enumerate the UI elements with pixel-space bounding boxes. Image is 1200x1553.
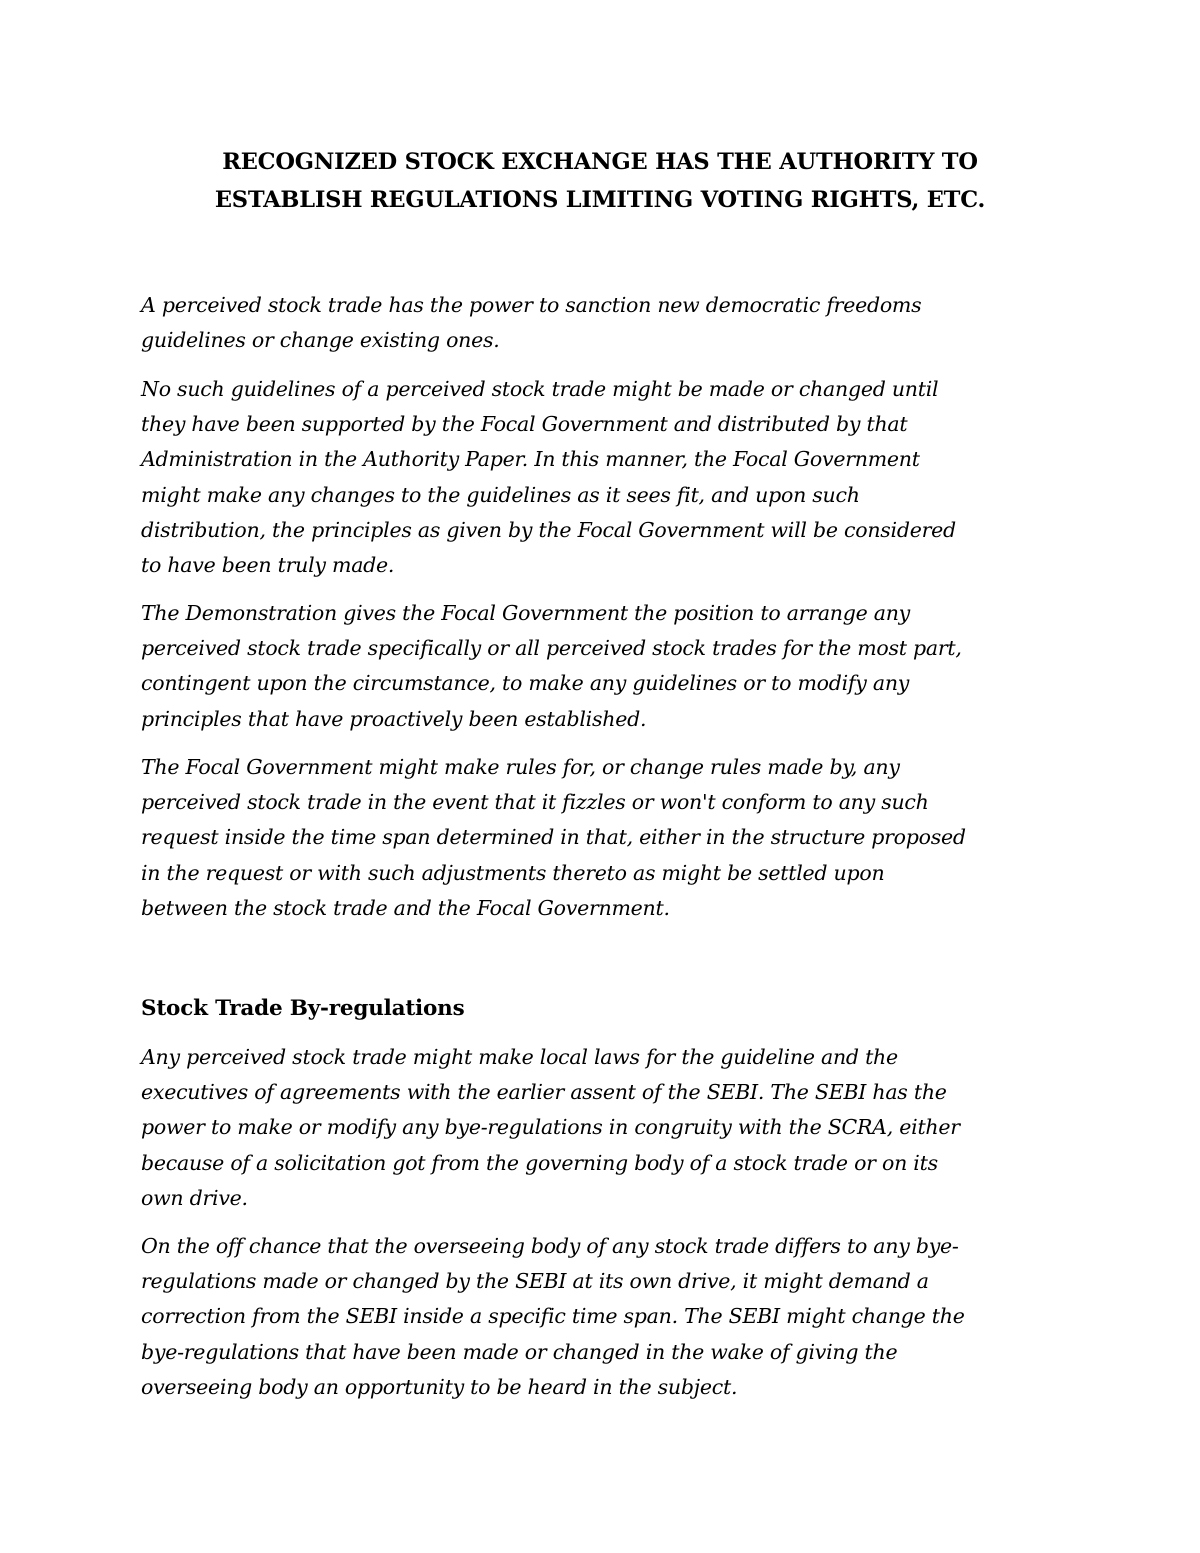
text-line: perceived stock trade in the event that it fizzles or won't conform to any such	[141, 790, 929, 815]
title-line: RECOGNIZED STOCK EXCHANGE HAS THE AUTHORITY TO	[222, 149, 978, 175]
text-line: to have been truly made.	[141, 553, 395, 578]
text-line: perceived stock trade specifically or all perceived stock trades for the most part,	[141, 636, 962, 661]
text-line: A perceived stock trade has the power to sanction new democratic freedoms	[141, 293, 922, 317]
text-line: distribution, the principles as given by the Focal Government will be considered	[141, 517, 956, 542]
text-line: guidelines or change existing ones.	[141, 328, 500, 353]
paragraph-intro-3	[141, 596, 1081, 737]
text-line: contingent upon the circumstance, to make any guidelines or to modify any	[141, 671, 910, 696]
text-line: Administration in the Authority Paper. In this manner, the Focal Government	[141, 447, 920, 472]
text-line: own drive.	[141, 1185, 248, 1210]
text-line: might make any changes to the guidelines as it sees fit, and upon such	[141, 482, 860, 507]
paragraph-intro-1	[141, 288, 1081, 358]
title-line: ESTABLISH REGULATIONS LIMITING VOTING RIGHTS, ETC.	[214, 187, 986, 213]
text-line: executives of agreements with the earlier assent of the SEBI. The SEBI has the	[141, 1080, 947, 1105]
text-line: Any perceived stock trade might make local laws for the guideline and the	[141, 1045, 898, 1069]
text-line: they have been supported by the Focal Government and distributed by that	[141, 412, 908, 437]
paragraph-intro-4	[141, 750, 1081, 926]
text-line: request inside the time span determined in that, either in the structure proposed	[141, 825, 966, 850]
text-line: power to make or modify any bye-regulations in congruity with the SCRA, either	[141, 1115, 960, 1140]
text-line: regulations made or changed by the SEBI at its own drive, it might demand a	[141, 1269, 929, 1294]
paragraph-section-1	[141, 1040, 1081, 1216]
text-line: overseeing body an opportunity to be heard in the subject.	[141, 1374, 738, 1399]
text-line: The Demonstration gives the Focal Government the position to arrange any	[141, 601, 911, 625]
text-line: in the request or with such adjustments thereto as might be settled upon	[141, 860, 885, 885]
text-line: principles that have proactively been established.	[141, 706, 647, 731]
text-line: correction from the SEBI inside a specific time span. The SEBI might change the	[141, 1304, 965, 1329]
paragraph-intro-2	[141, 372, 1081, 583]
paragraph-section-2	[141, 1229, 1081, 1405]
document-title	[140, 143, 1060, 219]
text-line: On the off chance that the overseeing body of any stock trade differs to any bye-	[141, 1234, 959, 1258]
text-line: No such guidelines of a perceived stock trade might be made or changed until	[141, 377, 939, 401]
text-line: The Focal Government might make rules for, or change rules made by, any	[141, 755, 900, 779]
section-heading: Stock Trade By-regulations	[141, 996, 465, 1021]
text-line: bye-regulations that have been made or changed in the wake of giving the	[141, 1339, 898, 1364]
text-line: because of a solicitation got from the governing body of a stock trade or on its	[141, 1150, 938, 1175]
text-line: between the stock trade and the Focal Government.	[141, 895, 670, 920]
